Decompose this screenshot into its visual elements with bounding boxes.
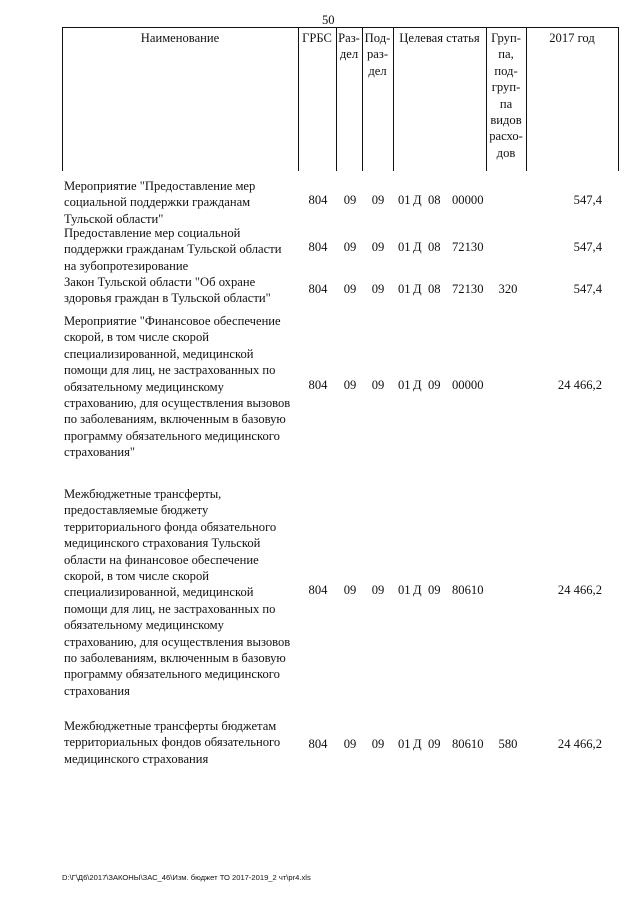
header-vid-line: Груп- <box>491 31 521 45</box>
row-razdel: 09 <box>343 240 357 254</box>
column-divider <box>298 28 299 171</box>
header-vid-line: видов <box>490 113 522 128</box>
row-name-line: социальной поддержки гражданам <box>64 195 251 210</box>
row-grbs: 804 <box>308 240 328 254</box>
row-name-line: здоровья граждан в Тульской области" <box>64 291 271 306</box>
row-name-line: предоставляемые бюджету <box>64 503 209 518</box>
row-grbs: 804 <box>308 378 328 392</box>
row-target-program: 01 <box>398 240 411 254</box>
row-name-line: скорой, в том числе скорой <box>64 569 209 584</box>
row-target-direction: 00000 <box>452 193 484 207</box>
header-vid-line: па <box>499 96 513 111</box>
row-amount: 547,4 <box>573 193 602 207</box>
row-name-line: на зубопротезирование <box>64 258 189 273</box>
row-name-line: Межбюджетные трансферты бюджетам <box>64 719 277 733</box>
row-target-event: 09 <box>428 378 441 392</box>
row-name-line: помощи для лиц, не застрахованных по <box>64 601 276 616</box>
header-podrazdel-line: Под- <box>364 31 391 45</box>
header-vid-line: па, <box>498 47 514 62</box>
row-razdel: 09 <box>343 378 357 392</box>
row-name-line: территориального фонда обязательного <box>64 519 277 534</box>
row-name <box>64 274 294 307</box>
row-razdel: 09 <box>343 282 357 296</box>
row-target-direction: 00000 <box>452 378 484 392</box>
header-expense-type <box>486 30 526 161</box>
row-target-event: 09 <box>428 583 441 597</box>
row-podrazdel: 09 <box>371 240 385 254</box>
row-name-line: специализированной, медицинской <box>64 585 254 600</box>
row-name-line: страхованию, для осуществления вызовов <box>64 634 291 649</box>
row-name-line: области на финансовое обеспечение <box>64 552 259 567</box>
row-target-subprogram: Д <box>413 737 422 751</box>
row-target-direction: 80610 <box>452 583 484 597</box>
row-name-line: обязательному медицинскому <box>64 618 224 633</box>
row-target-direction: 80610 <box>452 737 484 751</box>
row-name-line: программу обязательного медицинского <box>64 428 280 443</box>
header-razdel-line: дел <box>339 47 359 62</box>
row-amount: 547,4 <box>573 240 602 254</box>
row-name-line: Мероприятие "Финансовое обеспечение <box>64 314 281 328</box>
row-name <box>64 486 294 699</box>
row-podrazdel: 09 <box>371 282 385 296</box>
row-target-event: 09 <box>428 737 441 751</box>
header-grbs: ГРБС <box>302 31 332 45</box>
row-amount: 547,4 <box>573 282 602 296</box>
page-number: 50 <box>322 13 335 27</box>
row-target-program: 01 <box>398 282 411 296</box>
row-name-line: медицинского страхования <box>64 751 209 766</box>
header-vid-line: расхо- <box>489 129 523 144</box>
row-podrazdel: 09 <box>371 378 385 392</box>
header-razdel <box>336 30 362 63</box>
table-border-right <box>618 28 619 171</box>
row-grbs: 804 <box>308 737 328 751</box>
row-name-line: Межбюджетные трансферты, <box>64 487 222 501</box>
row-name-line: страхования" <box>64 445 136 460</box>
row-name-line: страхования <box>64 683 130 698</box>
row-name-line: помощи для лиц, не застрахованных по <box>64 363 276 378</box>
row-name-line: обязательному медицинскому <box>64 379 224 394</box>
row-name <box>64 313 294 461</box>
row-name-line: программу обязательного медицинского <box>64 667 280 682</box>
row-name-line: территориальных фондов обязательного <box>64 735 281 750</box>
table-border-left <box>62 28 63 171</box>
header-podrazdel-line: дел <box>368 63 387 78</box>
row-target-event: 08 <box>428 240 441 254</box>
row-name-line: Предоставление мер социальной <box>64 226 241 240</box>
row-razdel: 09 <box>343 737 357 751</box>
header-name: Наименование <box>140 31 220 45</box>
row-name-line: по заболеваниям, включенным в базовую <box>64 412 286 427</box>
header-vid-line: дов <box>496 145 516 160</box>
row-expense-type: 580 <box>498 737 518 751</box>
row-target-direction: 72130 <box>452 240 484 254</box>
header-target-article: Целевая статья <box>399 31 480 45</box>
row-amount: 24 466,2 <box>557 583 602 597</box>
row-razdel: 09 <box>343 583 357 597</box>
row-expense-type: 320 <box>498 282 518 296</box>
row-name <box>64 718 294 767</box>
row-target-program: 01 <box>398 193 411 207</box>
row-name-line: Тульской области" <box>64 211 164 226</box>
row-target-program: 01 <box>398 378 411 392</box>
column-divider <box>393 28 394 171</box>
row-name-line: по заболеваниям, включенным в базовую <box>64 651 286 666</box>
row-name <box>64 225 294 274</box>
row-grbs: 804 <box>308 583 328 597</box>
header-podrazdel <box>362 30 393 79</box>
row-name-line: специализированной, медицинской <box>64 346 254 361</box>
column-divider <box>526 28 527 171</box>
header-vid-line: под- <box>494 63 518 78</box>
row-target-program: 01 <box>398 583 411 597</box>
row-grbs: 804 <box>308 193 328 207</box>
header-razdel-line: Раз- <box>338 31 360 45</box>
row-razdel: 09 <box>343 193 357 207</box>
row-name-line: Мероприятие "Предоставление мер <box>64 179 256 193</box>
row-name-line: Закон Тульской области "Об охране <box>64 275 256 289</box>
row-grbs: 804 <box>308 282 328 296</box>
row-name-line: поддержки гражданам Тульской области <box>64 242 282 257</box>
row-amount: 24 466,2 <box>557 378 602 392</box>
table-header <box>62 27 619 171</box>
row-podrazdel: 09 <box>371 737 385 751</box>
row-target-subprogram: Д <box>413 282 422 296</box>
header-vid-line: груп- <box>491 80 521 95</box>
row-target-subprogram: Д <box>413 378 422 392</box>
row-target-subprogram: Д <box>413 583 422 597</box>
row-target-event: 08 <box>428 282 441 296</box>
header-year-2017: 2017 год <box>549 31 595 45</box>
row-name-line: медицинского страхования Тульской <box>64 536 261 551</box>
row-target-direction: 72130 <box>452 282 484 296</box>
row-podrazdel: 09 <box>371 583 385 597</box>
row-target-subprogram: Д <box>413 193 422 207</box>
row-name <box>64 178 294 227</box>
row-target-program: 01 <box>398 737 411 751</box>
row-podrazdel: 09 <box>371 193 385 207</box>
row-name-line: скорой, в том числе скорой <box>64 330 209 345</box>
row-target-subprogram: Д <box>413 240 422 254</box>
row-target-event: 08 <box>428 193 441 207</box>
header-podrazdel-line: раз- <box>366 47 389 62</box>
row-name-line: страхованию, для осуществления вызовов <box>64 396 291 411</box>
row-amount: 24 466,2 <box>557 737 602 751</box>
file-path-footer: D:\Г\Д6\2017\ЗАКОНЫ\ЗАС_46\Изм. бюджет ТО 2017-2019_2 чт\pr4.xls <box>62 873 311 882</box>
